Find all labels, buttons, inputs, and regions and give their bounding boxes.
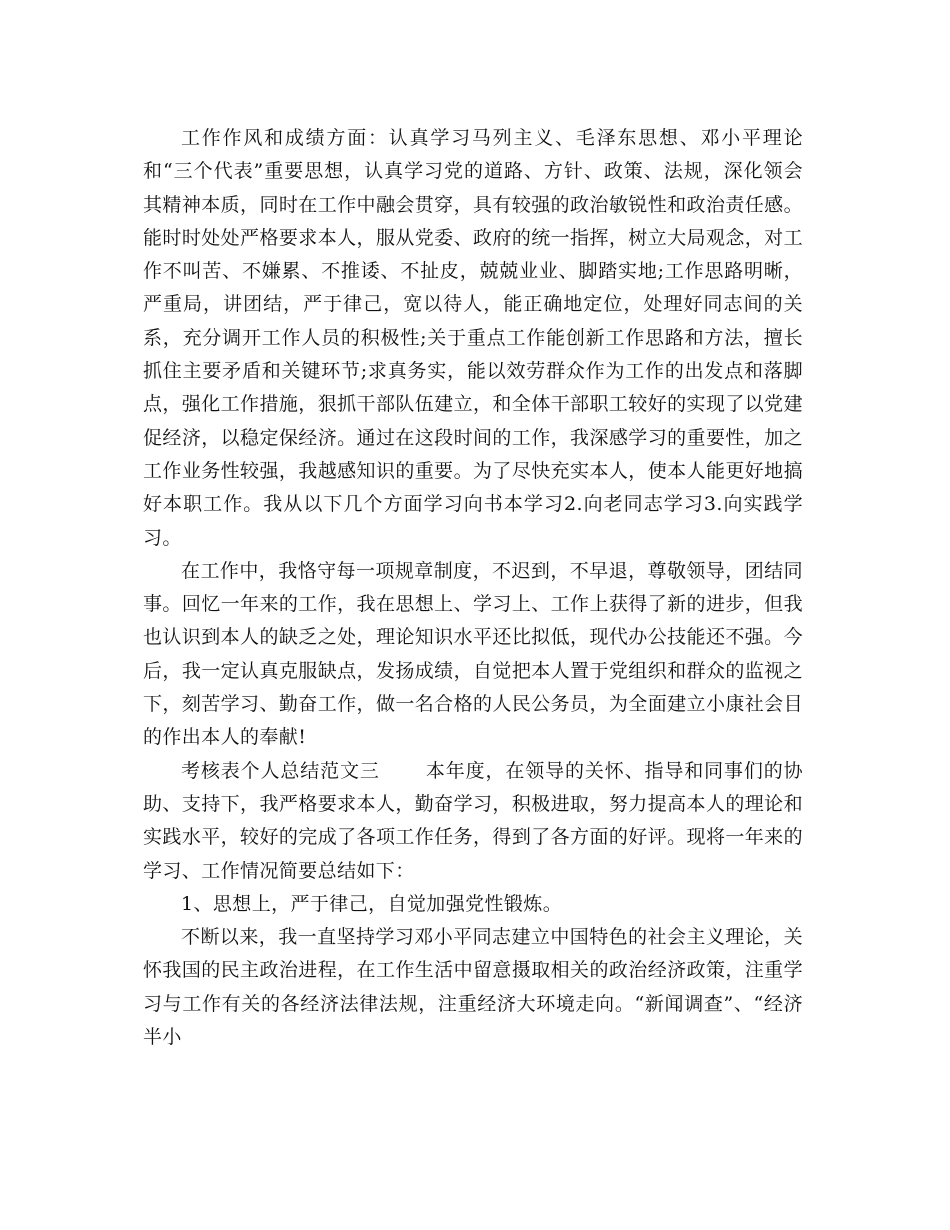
paragraph-section-three bbox=[143, 755, 803, 888]
document-body bbox=[143, 122, 803, 1054]
section-intro: 本年度，在领导的关怀、指导和同事们的协助、支持下，我严格要求本人，勤奋学习，积极进取，努力提高本人的理论和实践水平，较好的完成了各项工作任务，得到了各方面的好评。现将一年来的学习、工作情况简要总结如下： bbox=[143, 759, 803, 882]
paragraph-work-discipline: 在工作中，我恪守每一项规章制度，不迟到，不早退，尊敬领导，团结同事。回忆一年来的工作，我在思想上、学习上、工作上获得了新的进步，但我也认识到本人的缺乏之处，理论知识水平还比拟低，现代办公技能还不强。今后，我一定认真克服缺点，发扬成绩，自觉把本人置于党组织和群众的监视之下，刻苦学习、勤奋工作，做一名合格的人民公务员，为全面建立小康社会目的作出本人的奉献! bbox=[143, 559, 803, 749]
section-heading: 考核表个人总结范文三 bbox=[181, 759, 380, 782]
list-item-heading: 1、思想上，严于律己，自觉加强党性锻炼。 bbox=[181, 892, 563, 915]
paragraph-work-style: 工作作风和成绩方面：认真学习马列主义、毛泽东思想、邓小平理论和“三个代表”重要思想，认真学习党的道路、方针、政策、法规，深化领会其精神本质，同时在工作中融会贯穿，具有较强的政治敏锐性和政治责任感。能时时处处严格要求本人，服从党委、政府的统一指挥，树立大局观念，对工作不叫苦、不嫌累、不推诿、不扯皮，兢兢业业、脚踏实地;工作思路明晰，严重局，讲团结，严于律己，宽以待人，能正确地定位，处理好同志间的关系，充分调开工作人员的积极性;关于重点工作能创新工作思路和方法，擅长抓住主要矛盾和关键环节;求真务实，能以效劳群众作为工作的出发点和落脚点，强化工作措施，狠抓干部队伍建立，和全体干部职工较好的实现了以党建促经济，以稳定保经济。通过在这段时间的工作，我深感学习的重要性，加之工作业务性较强，我越感知识的重要。为了尽快充实本人，使本人能更好地搞好本职工作。我从以下几个方面学习向书本学习2.向老同志学习3.向实践学习。 bbox=[143, 127, 803, 549]
paragraph-item-body: 不断以来，我一直坚持学习邓小平同志建立中国特色的社会主义理论，关怀我国的民主政治进程，在工作生活中留意摄取相关的政治经济政策，注重学习与工作有关的各经济法律法规，注重经济大环境走向。“新闻调查”、“经济半小 bbox=[143, 926, 803, 1049]
